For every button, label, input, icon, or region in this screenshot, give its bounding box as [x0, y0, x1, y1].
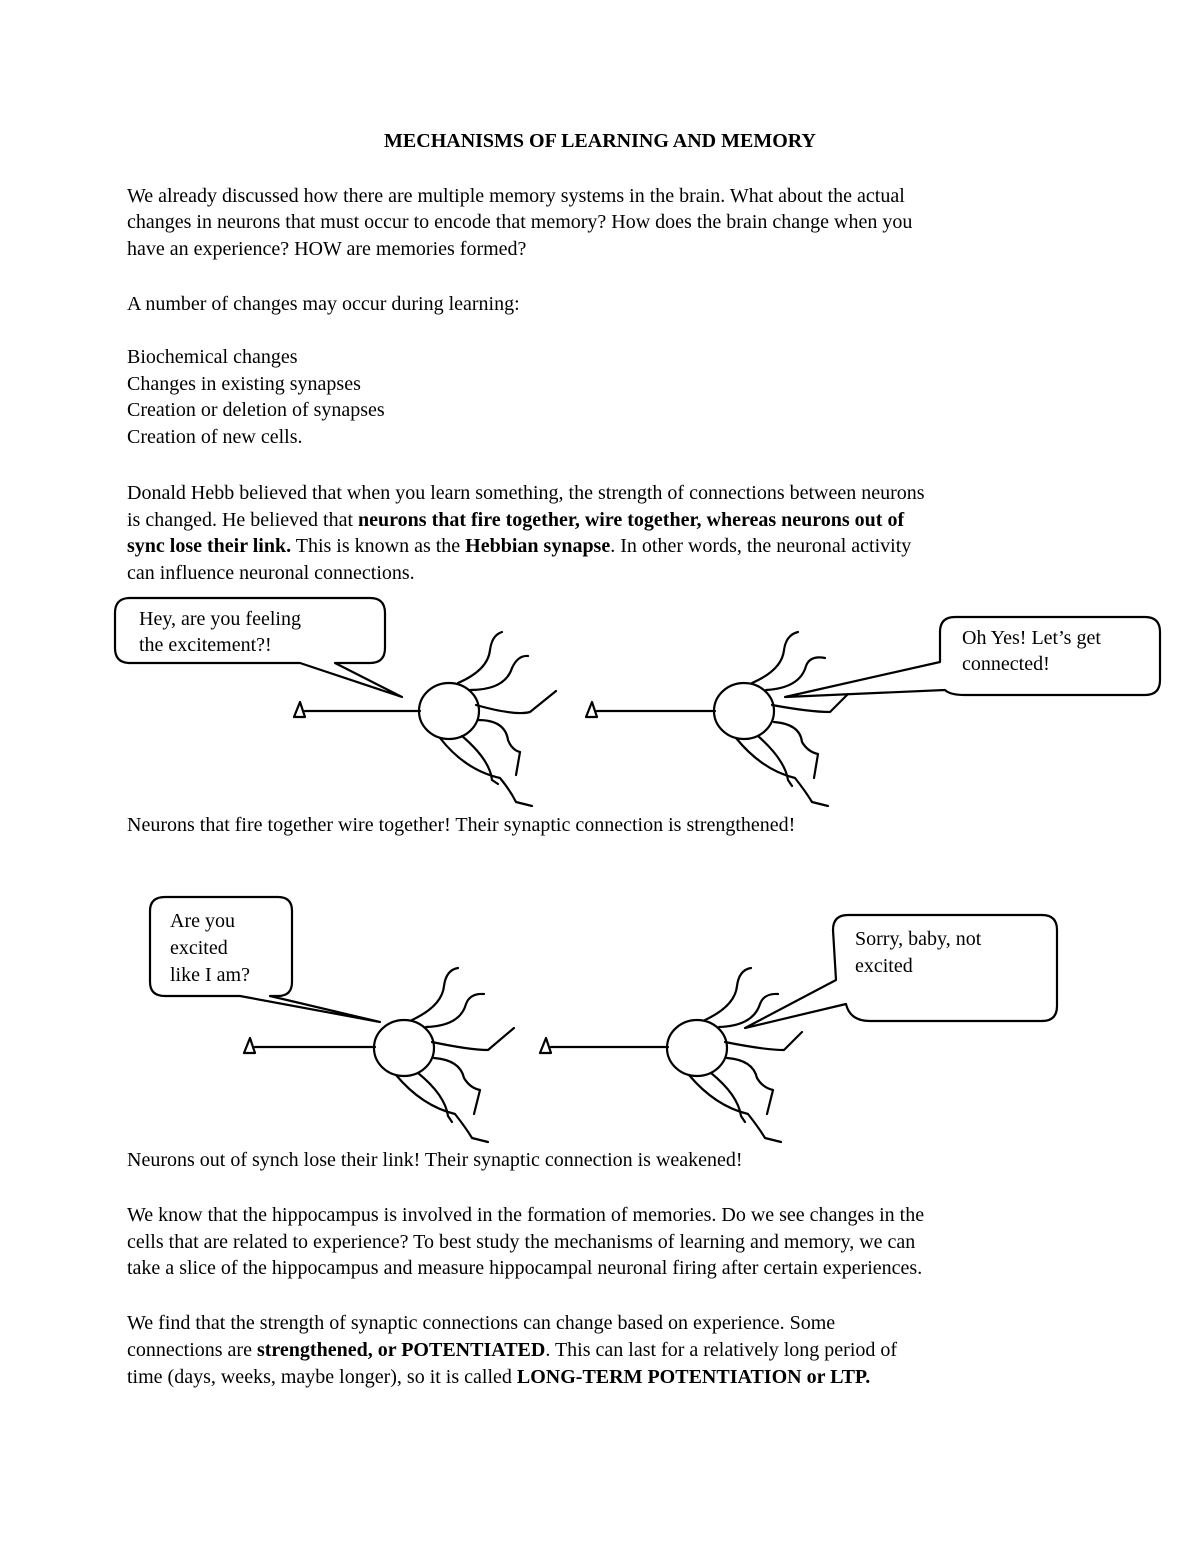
list-item: Biochemical changes: [127, 346, 298, 368]
intro-line-3: have an experience? HOW are memories formed?: [127, 238, 527, 260]
ltp-line-2: connections are strengthened, or POTENTIATED. This can last for a relatively long period of: [127, 1339, 898, 1361]
intro-line-2: changes in neurons that must occur to encode that memory? How does the brain change when you: [127, 211, 913, 233]
list-item: Creation or deletion of synapses: [127, 399, 385, 421]
neuron-2: [586, 632, 848, 806]
hebb-bold-phrase: neurons that fire together, wire together, whereas neurons out of: [358, 509, 905, 531]
page-title: MECHANISMS OF LEARNING AND MEMORY: [384, 130, 816, 152]
hippocampus-line-3: take a slice of the hippocampus and measure hippocampal neuronal firing after certain experiences.: [127, 1257, 923, 1279]
hippocampus-line-2: cells that are related to experience? To best study the mechanisms of learning and memory, we can: [127, 1231, 916, 1253]
bubble-right-1-line: Oh Yes! Let’s get: [962, 627, 1101, 649]
hebb-line-3: sync lose their link. This is known as the Hebbian synapse. In other words, the neuronal activity: [127, 535, 912, 557]
bubble-left-2-line: like I am?: [170, 964, 250, 986]
hebb-line-1: Donald Hebb believed that when you learn something, the strength of connections between neurons: [127, 482, 925, 504]
ltp-term: LONG-TERM POTENTIATION or LTP.: [516, 1366, 871, 1388]
hippocampus-line-1: We know that the hippocampus is involved in the formation of memories. Do we see changes in the: [127, 1204, 925, 1226]
hebb-line-2: is changed. He believed that neurons that fire together, wire together, whereas neurons out of: [127, 509, 905, 531]
ltp-line-1: We find that the strength of synaptic connections can change based on experience. Some: [127, 1312, 836, 1334]
bubble-left-1-line: Hey, are you feeling: [139, 608, 301, 630]
changes-intro: A number of changes may occur during learning:: [127, 293, 520, 315]
neuron-1: [294, 632, 556, 806]
diagram1-caption: Neurons that fire together wire together! Their synaptic connection is strengthened!: [127, 814, 796, 836]
list-item: Creation of new cells.: [127, 426, 303, 448]
potentiated-term: strengthened, or POTENTIATED: [256, 1339, 546, 1361]
ltp-line-3: time (days, weeks, maybe longer), so it is called LONG-TERM POTENTIATION or LTP.: [127, 1366, 871, 1388]
bubble-left-2-line: excited: [170, 937, 228, 959]
bubble-left-1-line: the excitement?!: [139, 634, 272, 656]
bubble-left-2-line: Are you: [170, 910, 235, 932]
list-item: Changes in existing synapses: [127, 373, 361, 395]
neuron-4: [540, 968, 802, 1142]
hebb-line-4: can influence neuronal connections.: [127, 562, 415, 584]
bubble-right-1-line: connected!: [962, 653, 1050, 675]
intro-line-1: We already discussed how there are multiple memory systems in the brain. What about the actual: [127, 185, 905, 207]
bubble-right-2-line: excited: [855, 955, 913, 977]
bubble-right-2-line: Sorry, baby, not: [855, 928, 982, 950]
diagram2-caption: Neurons out of synch lose their link! Their synaptic connection is weakened!: [127, 1149, 743, 1171]
hebbian-synapse-term: Hebbian synapse: [465, 535, 611, 557]
